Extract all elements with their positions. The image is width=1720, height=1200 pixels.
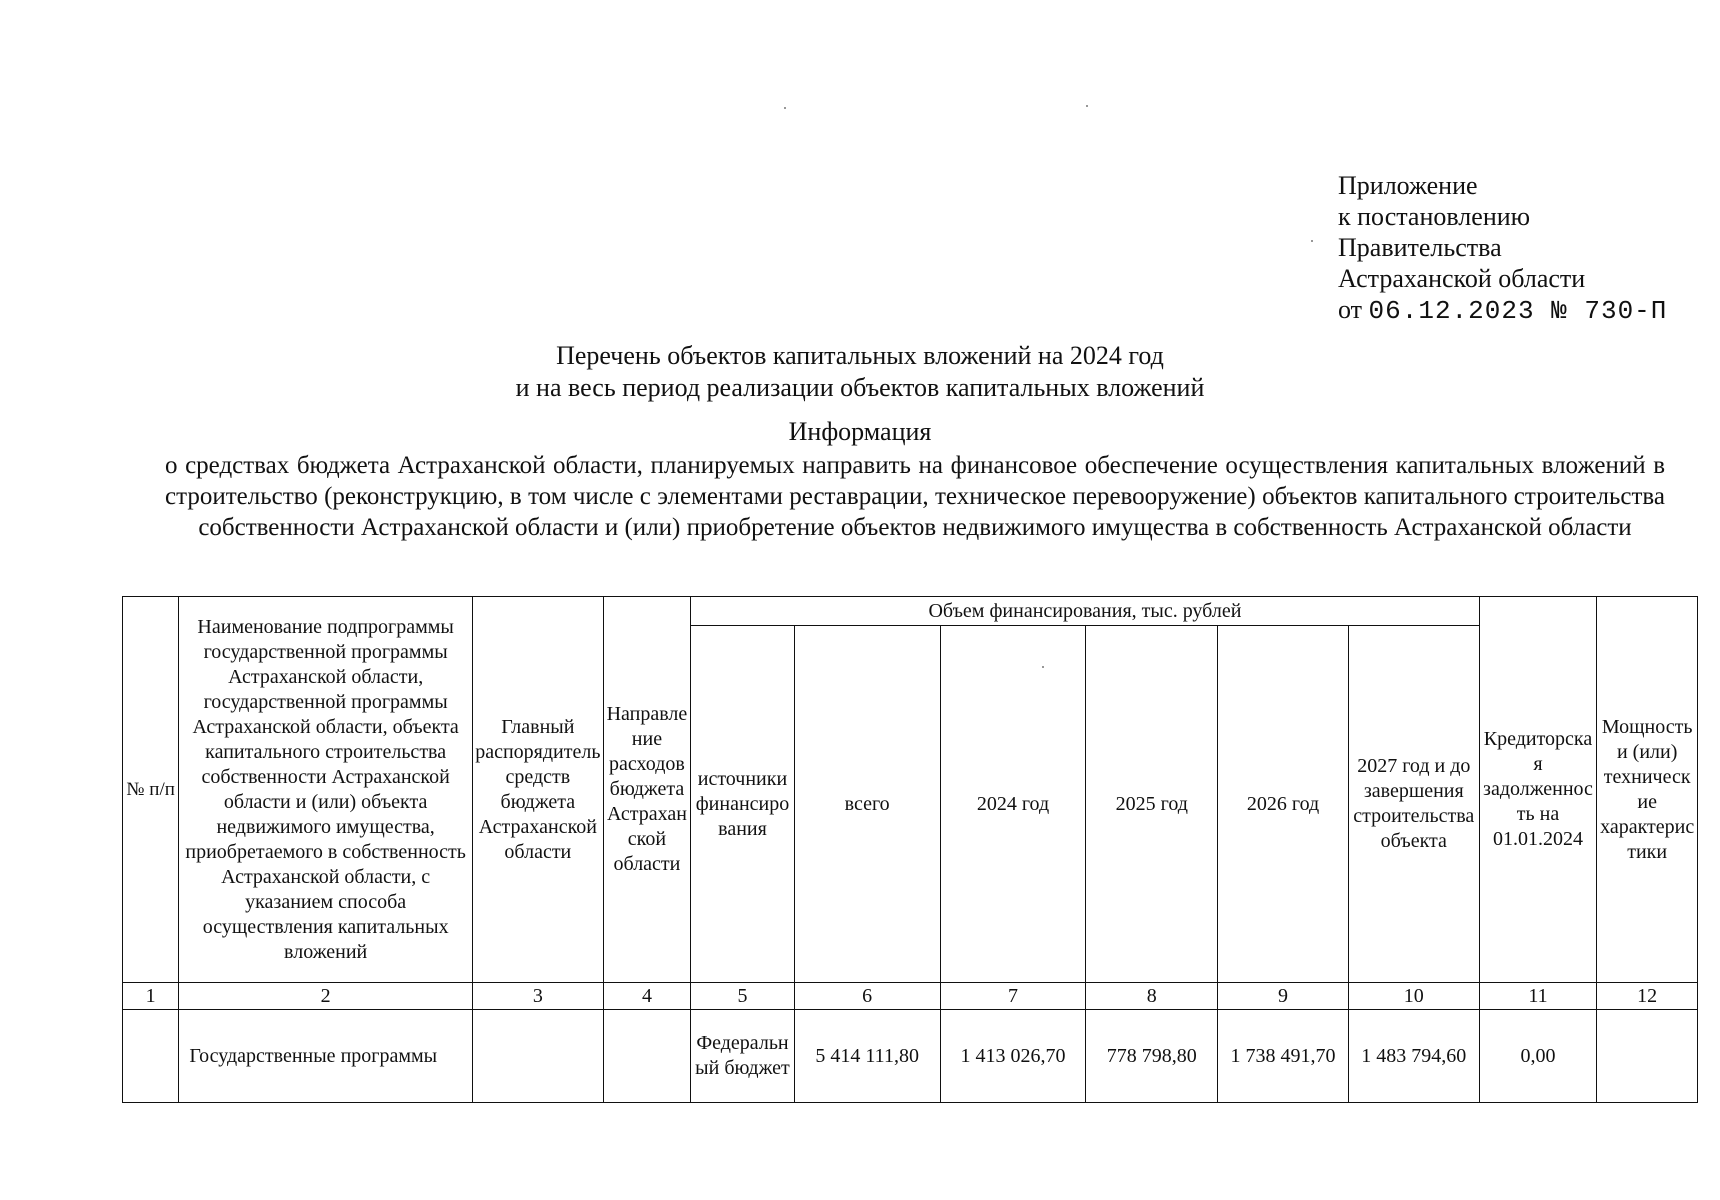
header-col-name: Наименование подпрограммы государственной программы Астраханской области, государственной программы Астраханской области, объекта капитального строительства собственности Астраханской области и (или) объекта недвижимого имущества, приобретаемого в собственность Астраханской области, с указанием способа осуществления капитальных вложений [179,597,473,983]
cell-total: 5 414 111,80 [794,1010,940,1103]
cell-2026: 1 738 491,70 [1218,1010,1349,1103]
scan-speck [1311,240,1313,242]
appendix-line-4: Астраханской области [1338,264,1586,293]
cell-2027: 1 483 794,60 [1348,1010,1479,1103]
header-col-2025: 2025 год [1086,626,1218,983]
header-col-2026: 2026 год [1218,626,1349,983]
cell-debt: 0,00 [1479,1010,1597,1103]
header-col-2027: 2027 год и до завершения строительства объекта [1348,626,1479,983]
column-number: 8 [1086,983,1218,1010]
header-col-debt: Кредиторская задолженность на 01.01.2024 [1479,597,1597,983]
column-number: 5 [691,983,795,1010]
column-numbers-row [123,983,1698,1010]
header-col-direction: Направление расходов бюджета Астраханской области [603,597,690,983]
column-number: 6 [794,983,940,1010]
document-title-line-2: и на весь период реализации объектов капитальных вложений [515,373,1205,402]
info-description: о средствах бюджета Астраханской области, планируемых направить на финансовое обеспечение осуществления капитальных вложений в строительство (реконструкцию, в том числе с элементами реставрации, техническое перевооружение) объектов капитального строительства собственности Астраханской области и (или) приобретение объектов недвижимого имущества в собственность Астраханской области [165,452,1665,541]
scan-speck [784,107,786,109]
cell-capacity [1597,1010,1698,1103]
column-number: 4 [603,983,690,1010]
header-financing-group: Объем финансирования, тыс. рублей [691,597,1479,626]
appendix-line-3: Правительства [1338,233,1502,262]
column-number: 2 [179,983,473,1010]
capital-investments-table [122,596,1698,1103]
document-title [120,340,1600,404]
cell-2025: 778 798,80 [1086,1010,1218,1103]
appendix-block [1338,170,1667,327]
column-number: 12 [1597,983,1698,1010]
appendix-line-2: к постановлению [1338,202,1531,231]
header-col-capacity: Мощность и (или) технические характеристики [1597,597,1698,983]
info-heading: Информация [788,417,932,446]
cell-direction [603,1010,690,1103]
column-number: 11 [1479,983,1597,1010]
cell-name: Государственные программы [179,1010,473,1103]
column-number: 9 [1218,983,1349,1010]
header-col-2024: 2024 год [940,626,1086,983]
cell-2024: 1 413 026,70 [940,1010,1086,1103]
column-number: 3 [472,983,603,1010]
cell-number [123,1010,179,1103]
column-number: 7 [940,983,1086,1010]
column-number: 1 [123,983,179,1010]
appendix-date-line [1338,294,1667,327]
appendix-date-prefix: от [1338,295,1363,324]
header-col-distributor: Главный распорядитель средств бюджета Астраханской области [472,597,603,983]
scan-speck [1086,105,1088,107]
cell-distributor [472,1010,603,1103]
header-col-source: источники финансирования [691,626,795,983]
table-row [123,1010,1698,1103]
header-col-total: всего [794,626,940,983]
header-col-number: № п/п [123,597,179,983]
appendix-line-1: Приложение [1338,171,1478,200]
header-row-1 [123,597,1698,626]
document-title-line-1: Перечень объектов капитальных вложений на 2024 год [556,341,1164,370]
appendix-date-value: 06.12.2023 № 730-П [1368,296,1668,326]
column-number: 10 [1348,983,1479,1010]
cell-source: Федеральный бюджет [691,1010,795,1103]
